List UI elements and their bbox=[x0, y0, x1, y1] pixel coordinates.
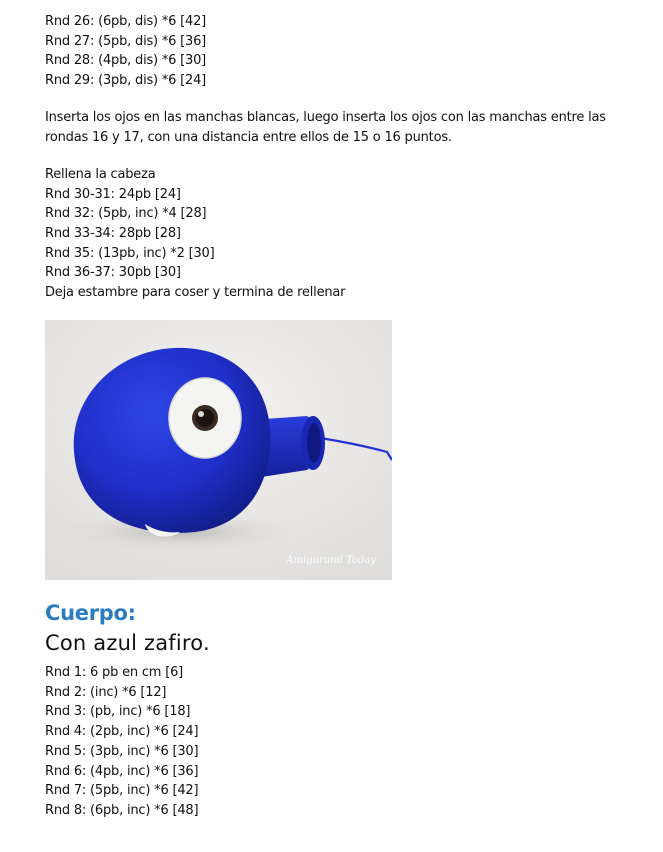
round-line: Rnd 29: (3pb, dis) *6 [24] bbox=[45, 73, 207, 89]
amigurumi-head-photo bbox=[45, 320, 392, 580]
stuff-instruction: Rellena la cabeza bbox=[45, 166, 156, 182]
body-rounds-list bbox=[45, 663, 625, 821]
round-line: Rnd 8: (6pb, inc) *6 [48] bbox=[45, 802, 199, 818]
round-line: Rnd 28: (4pb, dis) *6 [30] bbox=[45, 53, 207, 69]
round-line: Rnd 32: (5pb, inc) *4 [28] bbox=[45, 206, 207, 222]
round-line: Rnd 35: (13pb, inc) *2 [30] bbox=[45, 245, 215, 261]
head-rounds-list-b bbox=[45, 185, 625, 303]
round-line: Rnd 7: (5pb, inc) *6 [42] bbox=[45, 783, 199, 799]
round-line: Rnd 3: (pb, inc) *6 [18] bbox=[45, 704, 191, 720]
round-line: Rnd 26: (6pb, dis) *6 [42] bbox=[45, 14, 207, 29]
section-subtitle: Con azul zafiro. bbox=[45, 631, 210, 655]
round-line: Rnd 27: (5pb, dis) *6 [36] bbox=[45, 33, 207, 49]
round-line: Rnd 30-31: 24pb [24] bbox=[45, 186, 181, 202]
round-line: Rnd 36-37: 30pb [30] bbox=[45, 265, 181, 281]
round-line: Rnd 6: (4pb, inc) *6 [36] bbox=[45, 763, 199, 779]
round-line: Rnd 5: (3pb, inc) *6 [30] bbox=[45, 743, 199, 759]
eyes-instructions: Inserta los ojos en las manchas blancas, luego inserta los ojos con las manchas entre las rondas 16 y 17, con una distancia entre ellos de 15 o 16 puntos. bbox=[45, 109, 606, 145]
round-line: Rnd 4: (2pb, inc) *6 [24] bbox=[45, 724, 199, 740]
body-section bbox=[45, 598, 625, 821]
round-line: Rnd 2: (inc) *6 [12] bbox=[45, 684, 167, 700]
head-rounds-list-a bbox=[45, 12, 625, 91]
section-heading: Cuerpo: bbox=[45, 601, 136, 625]
round-line: Rnd 1: 6 pb en cm [6] bbox=[45, 665, 184, 680]
pattern-text bbox=[45, 12, 625, 303]
round-line: Rnd 33-34: 28pb [28] bbox=[45, 225, 181, 241]
finish-instruction: Deja estambre para coser y termina de rellenar bbox=[45, 285, 346, 301]
watermark-logo: Amigurumi Today bbox=[286, 555, 376, 566]
